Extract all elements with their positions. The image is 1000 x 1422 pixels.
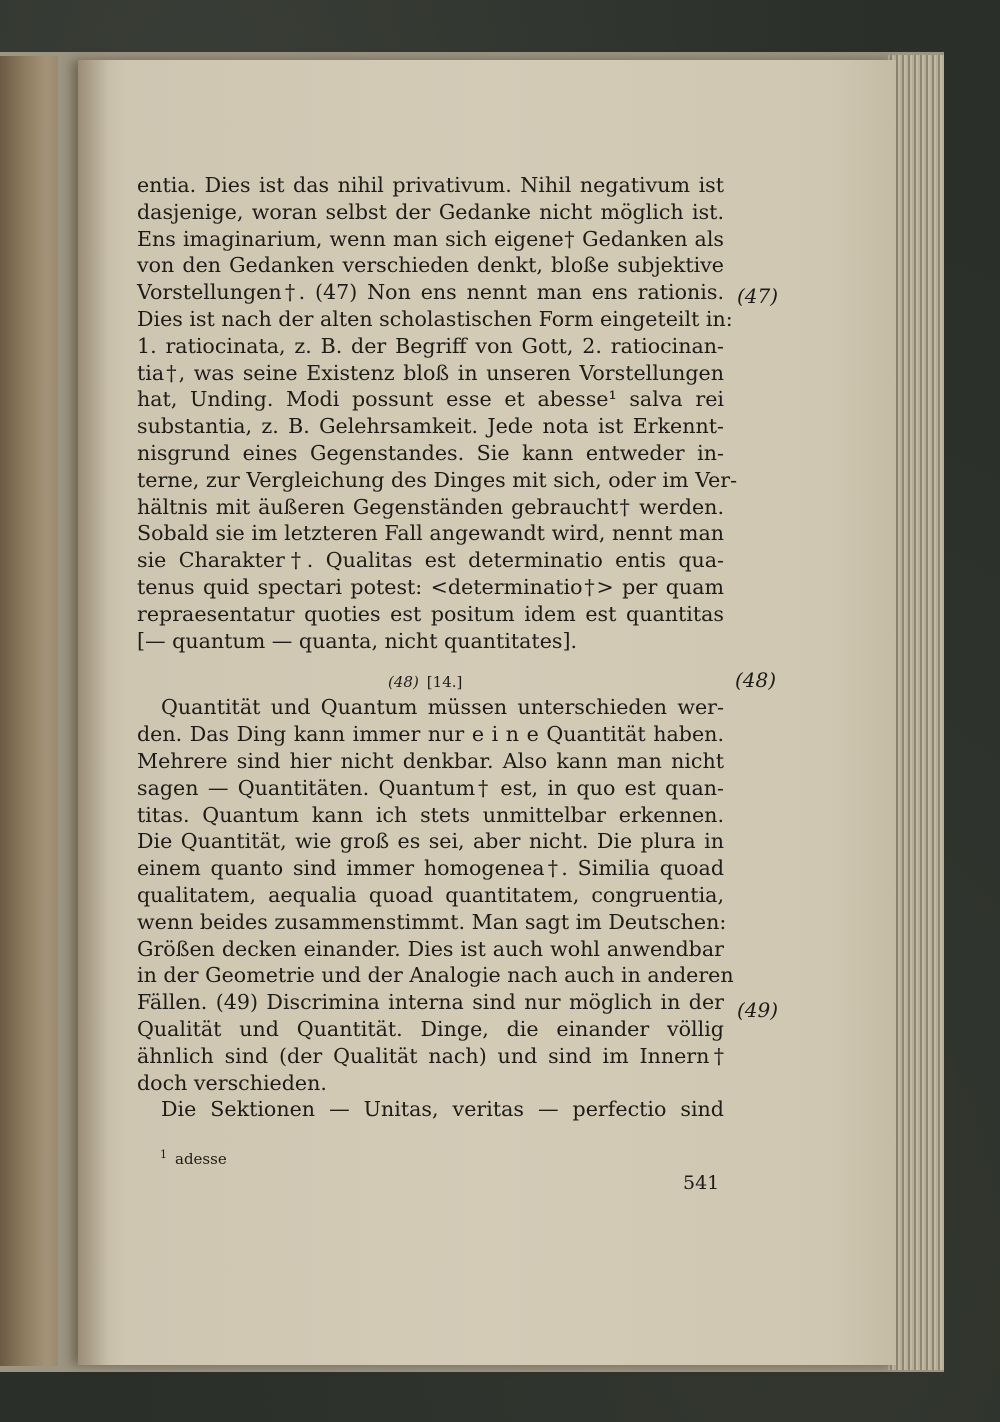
text-line: sagen — Quantitäten. Quantum† est, in quo est quan- <box>137 775 724 800</box>
text-line: repraesentatur quoties est positum idem est quantitas <box>137 601 724 626</box>
text-line: [— quantum — quanta, nicht quantitates]. <box>137 628 578 653</box>
text-line: Ens imaginarium, wenn man sich eigene† Gedanken als <box>137 226 724 251</box>
text-line: hat, Unding. Modi possunt esse et abesse¹ salva rei <box>137 387 724 412</box>
text-line: von den Gedanken verschieden denkt, bloße subjektive <box>137 253 724 278</box>
right-page-edges <box>888 55 944 1370</box>
text-line: wenn beides zusammenstimmt. Man sagt im Deutschen: <box>137 909 727 934</box>
text-line: dasjenige, woran selbst der Gedanke nicht möglich ist. <box>137 199 724 224</box>
text-line: tia†, was seine Existenz bloß in unseren Vorstellungen <box>137 360 724 385</box>
text-line: Die Sektionen — Unitas, veritas — perfectio sind <box>161 1097 724 1122</box>
text-line: tenus quid spectari potest: <determinatio†> per quam <box>137 574 724 599</box>
text-line: hältnis mit äußeren Gegenständen gebraucht† werden. <box>137 494 724 519</box>
footnote-text: adesse <box>175 1150 227 1168</box>
page-number: 541 <box>683 1172 720 1194</box>
gutter-shadow <box>78 60 108 1365</box>
main-text <box>137 172 738 1123</box>
text-line: doch verschieden. <box>137 1070 327 1095</box>
margin-note-48: (48) <box>735 668 777 692</box>
paragraph-1 <box>137 172 738 654</box>
footnote <box>160 1148 227 1168</box>
text-line: titas. Quantum kann ich stets unmittelbar erkennen. <box>137 802 724 827</box>
margin-note-49: (49) <box>737 998 779 1022</box>
paragraph-3 <box>137 1096 724 1123</box>
text-line: qualitatem, aequalia quoad quantitatem, congruentia, <box>137 882 724 907</box>
text-line: Größen decken einander. Dies ist auch wohl anwendbar <box>137 936 724 961</box>
left-page-edge <box>0 56 58 1366</box>
text-line: sie Charakter†. Qualitas est determinatio entis qua- <box>137 548 724 573</box>
text-line: den. Das Ding kann immer nur e i n e Quantität haben. <box>137 722 724 747</box>
text-line: Mehrere sind hier nicht denkbar. Also kann man nicht <box>137 748 724 773</box>
text-line: ähnlich sind (der Qualität nach) und sind im Innern† <box>137 1043 724 1068</box>
text-line: Die Quantität, wie groß es sei, aber nicht. Die plura in <box>137 829 724 854</box>
text-line: Fällen. (49) Discrimina interna sind nur möglich in der <box>137 990 724 1015</box>
text-line: Sobald sie im letzteren Fall angewandt wird, nennt man <box>137 521 724 546</box>
margin-note-47: (47) <box>737 284 779 308</box>
section-heading-number: (48) <box>388 673 419 691</box>
text-line: nisgrund eines Gegenstandes. Sie kann entweder in- <box>137 440 724 465</box>
text-line: Quantität und Quantum müssen unterschieden wer- <box>161 695 724 720</box>
section-heading-label: [14.] <box>426 673 463 691</box>
text-line: in der Geometrie und der Analogie nach auch in anderen <box>137 963 734 988</box>
text-line: einem quanto sind immer homogenea†. Similia quoad <box>137 856 724 881</box>
section-heading <box>388 673 462 691</box>
text-line: Qualität und Quantität. Dinge, die einander völlig <box>137 1016 724 1041</box>
text-line: substantia, z. B. Gelehrsamkeit. Jede nota ist Erkennt- <box>137 414 724 439</box>
text-line: entia. Dies ist das nihil privativum. Nihil negativum ist <box>137 173 724 197</box>
paragraph-2 <box>137 694 734 1096</box>
text-line: 1. ratiocinata, z. B. der Begriff von Gott, 2. ratiocinan- <box>137 333 724 358</box>
text-line: terne, zur Vergleichung des Dinges mit sich, oder im Ver- <box>137 467 738 492</box>
text-line: Vorstellungen†. (47) Non ens nennt man ens rationis. <box>137 280 724 305</box>
text-line: Dies ist nach der alten scholastischen Form eingeteilt in: <box>137 306 733 331</box>
footnote-marker: 1 <box>160 1148 167 1161</box>
